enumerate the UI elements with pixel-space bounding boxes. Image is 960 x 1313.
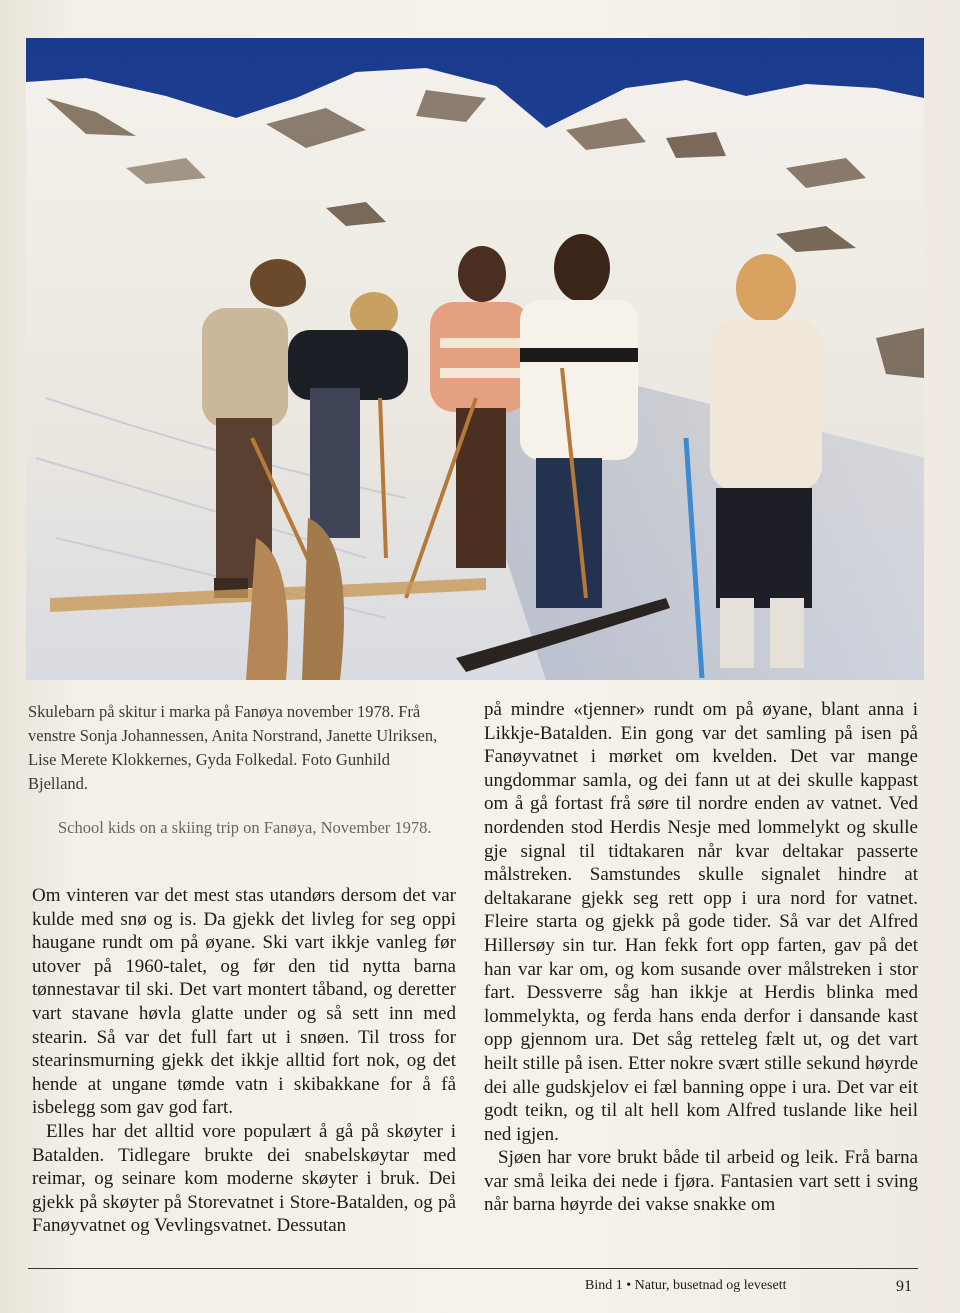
paragraph: på mindre «tjenner» rundt om på øyane, blant anna i Likkje-Batalden. Ein gong var det samling på isen på Fanøyvatnet i mørket om kvelden. Det var mange ungdommar samla, og dei fann ut at dei skulle kappast om å gå fortast frå søre til nordre enden av vatnet. Ved nordenden stod Herdis Nesje med lommelykt og skulle gje signal til tidtakaren når kvar deltakar passerte målstreken. Samstundes skulle signalet hindre at deltakarane gjekk seg rett opp i ura nord for vatnet. Fleire starta og gjekk på gode tider. Så var det Alfred Hillersøy sin tur. Han fekk fort opp farten, gav på det han var kar om, og kom susande over målstreken i stor fart. Dessverre såg han ikkje at Herdis blinka med lommelykta, og ferda hans enda derfor i dansande kast opp gjennom ura. Det såg retteleg fælt ut, og det vart heilt stille på isen. Etter nokre svært stille sekund høyrde dei alle gudskjelov ei fæl banning oppe i ura. Det var eit godt teikn, og til alt hell kom Alfred tuslande like heil ned igjen.	[484, 699, 918, 1145]
photo-illustration	[26, 38, 924, 680]
paragraph: Sjøen har vore brukt både til arbeid og leik. Frå barna var små leika dei nede i fjøra. Fantasien vart sett i sving når barna høyrde dei vakse snakke om	[484, 1147, 918, 1216]
photo-skiing-children	[26, 38, 924, 680]
text-column-left	[32, 884, 456, 1238]
paragraph: Om vinteren var det mest stas utandørs dersom det var kulde med snø og is. Da gjekk det livleg for seg oppi haugane rundt om på øyane. Ski vart ikkje vanleg før utover på 1960-talet, og før den tid nytta barna tønnestavar til ski. Det vart montert tåband, og deretter vart stavane høvla glatte under og så sett inn med stearin. Så var det full fart ut i snøen. Til tross for stearinsmurning gjekk det ikkje alltid fort nok, og det hende at ungane tømde vatn i skibakkane for å få isbelegg som gav god fart.	[32, 885, 456, 1119]
footer-label: Bind 1 • Natur, busetnad og levesett	[585, 1278, 787, 1293]
page-number: 91	[896, 1278, 912, 1295]
footer-rule	[28, 1268, 918, 1269]
photo-caption-english: School kids on a skiing trip on Fanøya, November 1978.	[58, 818, 432, 837]
text-column-right	[484, 698, 918, 1217]
photo-caption: Skulebarn på skitur i marka på Fanøya november 1978. Frå venstre Sonja Johannessen, Anita Norstrand, Janette Ulriksen, Lise Merete Klokkernes, Gyda Folkedal. Foto Gunhild Bjelland.	[28, 702, 438, 793]
paragraph: Elles har det alltid vore populært å gå på skøyter i Batalden. Tidlegare brukte dei snabelskøytar med reimar, og seinare kom moderne skøyter i bruk. Dei gjekk på skøyter på Storevatnet i Store-Batalden, og på Fanøyvatnet og Vevlingsvatnet. Dessutan	[32, 1120, 456, 1237]
